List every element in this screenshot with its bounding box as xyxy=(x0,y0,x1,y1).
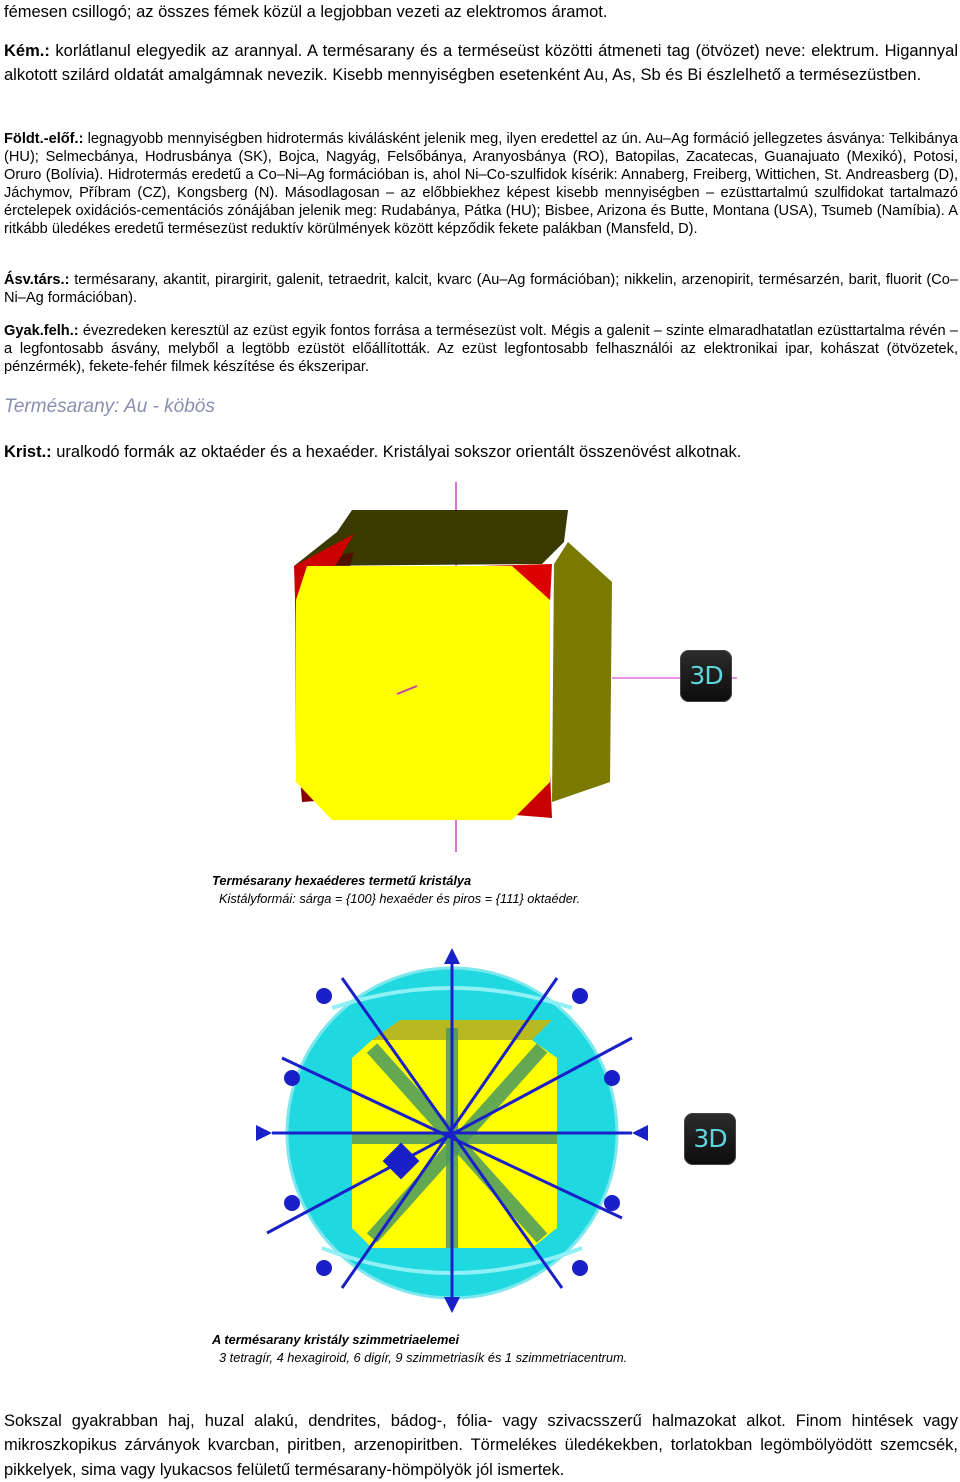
crystal-figure-symmetry[interactable] xyxy=(212,948,737,1313)
crystal-figure-hexahedron[interactable] xyxy=(212,482,737,852)
figure1-caption-title: Termésarany hexaéderes termetű kristálya xyxy=(212,873,472,888)
intro-text: fémesen csillogó; az összes fémek közül a legjobban vezeti az elektromos áramot. xyxy=(4,3,608,21)
kem-paragraph xyxy=(4,39,958,88)
asv-label: Ásv.társ.: xyxy=(4,272,70,288)
view-3d-button[interactable]: 3D xyxy=(680,650,732,702)
gyak-text: évezredeken keresztül az ezüst egyik fontos forrása a termésezüst volt. Mégis a galenit – szinte elmaradhatatlan ezüsttartalma révén – a legfontosabb ásvány, melyből a legtöbb ezüstöt előállították. Az ezüst legfontosabb felhasználói az elektronikai ipar, kohászat (ötvözetek, pénzérmék), fekete-fehér filmek készítése és ékszeripar. xyxy=(4,323,958,376)
gyak-paragraph xyxy=(4,322,958,376)
gyak-label: Gyak.felh.: xyxy=(4,323,79,339)
foldt-text: legnagyobb mennyiségben hidrotermás kiválásként jelenik meg, ilyen eredettel az ún. Au–Ag formáció jellegzetes ásványa: Telkibánya (HU); Selmecbánya, Hodrusbánya (SK), Bojca, Nagyág, Felsőbánya, Aranyosbánya (RO), Batopilas, Zacatecas, Guanajuato (Mexikó), Potosi, Oruro (Bolívia). Hidrotermás eredetű a Co–Ni–Ag formációban is, ahol Ni–Co-szulfidok kísérik: Annaberg, Freiberg, Wittichen, St. Andreasberg (D), Jáchymov, Příbram (CZ), Kongsberg (N). Másodlagosan – az előbbiekhez képest kisebb mennyiségben – ezüsttartalmú szulfidokat tartalmazó érctelepek oxidációs-cementációs zónájában jelenik meg: Rudabánya, Pátka (HU); Bisbee, Arizona és Butte, Montana (USA), Tsumeb (Namíbia). A ritkább üledékes eredetű termésezüst reduktív körülmények között képződik fekete palákban (Mansfeld, D). xyxy=(4,131,958,238)
kem-label: Kém.: xyxy=(4,42,50,60)
foldt-paragraph xyxy=(4,130,958,239)
foldt-label: Földt.-előf.: xyxy=(4,131,84,147)
figure1-caption xyxy=(212,872,580,908)
figure2-caption xyxy=(212,1331,627,1367)
asv-text: termésarany, akantit, pirargirit, galenit, tetraedrit, kalcit, kvarc (Au–Ag formációban); nikkelin, arzenopirit, termésarzén, barit, fluorit (Co–Ni–Ag formációban). xyxy=(4,272,958,307)
krist-text: uralkodó formák az oktaéder és a hexaéder. Kristályai sokszor orientált összenövést alkotnak. xyxy=(51,443,742,461)
kem-text: korlátlanul elegyedik az arannyal. A termésarany és a terméseüst közötti átmeneti tag (ötvözet) neve: elektrum. Higannyal alkotott szilárd oldatát amalgámnak nevezik. Kisebb mennyiségben esetenként Au, As, Sb és Bi észlelhető a termésezüstben. xyxy=(4,42,958,85)
krist-paragraph xyxy=(4,440,958,464)
last-paragraph xyxy=(4,1409,958,1482)
krist-label: Krist.: xyxy=(4,443,52,461)
figure1-caption-text: Kistályformái: sárga = {100} hexaéder és piros = {111} oktaéder. xyxy=(219,891,581,906)
hexahedron-crystal-image xyxy=(212,482,737,852)
intro-paragraph xyxy=(4,0,958,24)
figure2-caption-title: A termésarany kristály szimmetriaelemei xyxy=(212,1332,460,1347)
figure2-caption-text: 3 tetragír, 4 hexagiroid, 6 digír, 9 szimmetriasík és 1 szimmetriacentrum. xyxy=(219,1350,628,1365)
view-3d-button-symmetry[interactable]: 3D xyxy=(684,1113,736,1165)
section-heading: Termésarany: Au - köbös xyxy=(4,396,215,417)
last-text: Sokszal gyakrabban haj, huzal alakú, dendrites, bádog-, fólia- vagy szivacsszerű halmazokat alkot. Finom hintések vagy mikroszkopikus zárványok kvarcban, piritben, arzenopiritben. Törmelékes üledékekben, torlatokban legömbölyödött szemcsék, pikkelyek, sima vagy lyukacsos felületű termésarany-hömpölyök jól ismertek. xyxy=(4,1412,958,1479)
symmetry-elements-image xyxy=(212,948,737,1313)
asv-paragraph xyxy=(4,271,958,307)
